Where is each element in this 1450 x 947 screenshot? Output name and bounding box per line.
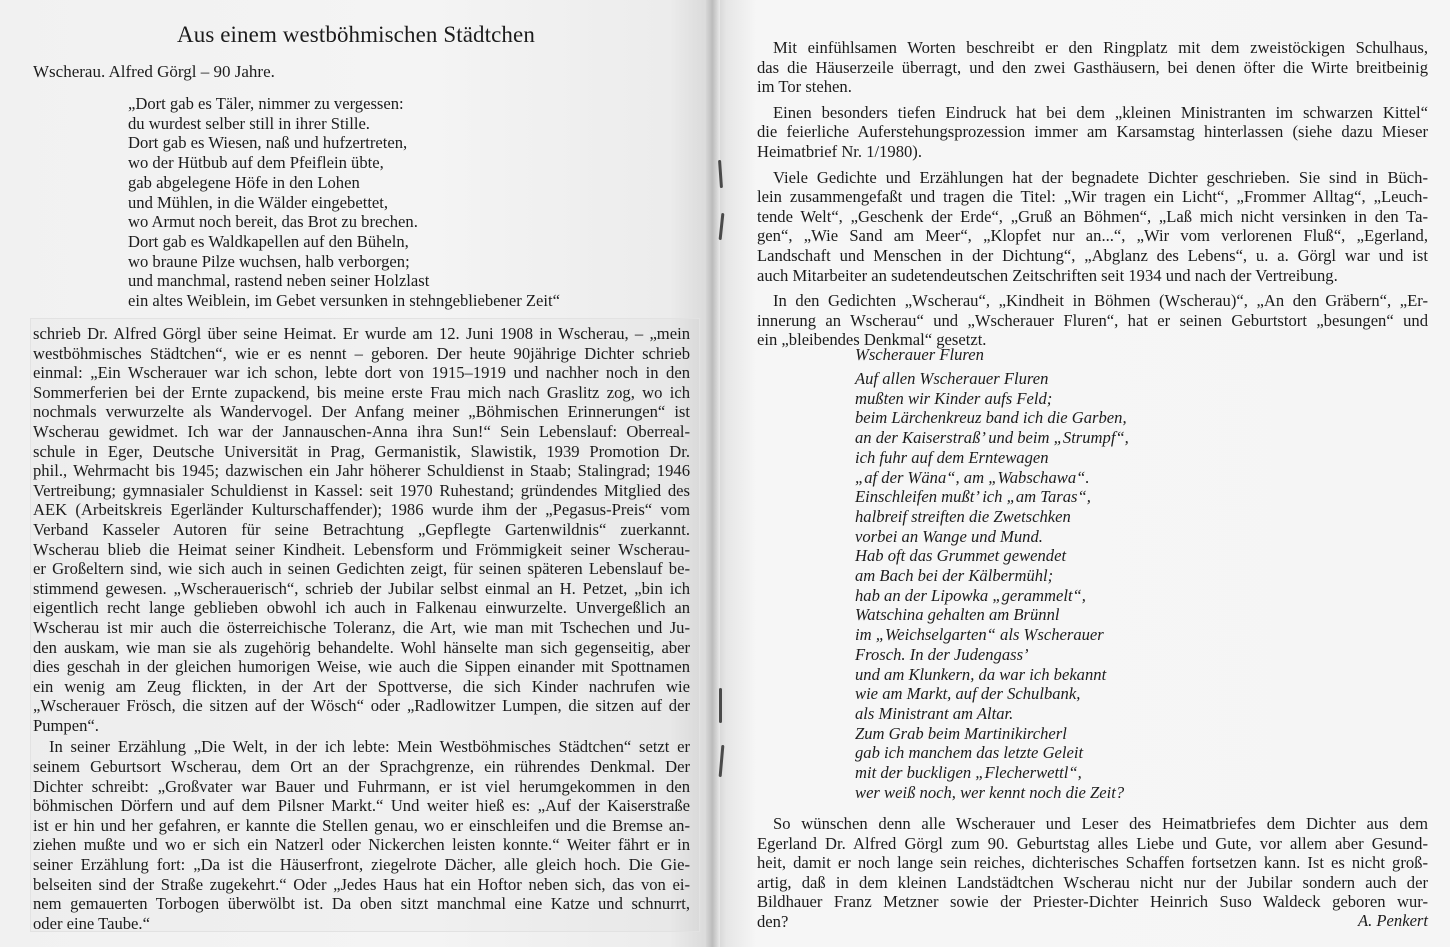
paragraph-line: AEK (Arbeitskreis Egerländer Kulturschaffender); 1986 wurde ihm der „Pegasus-Preis“ vom <box>33 500 690 520</box>
paragraph-line: einmal: „Ein Wscherauer war ich schon, lebte dort von 1915–1919 und nachher noch in den <box>33 363 690 383</box>
poem-line: hab an der Lipowka „gerammelt“, <box>855 585 1086 605</box>
paragraph-line: Heimatbrief Nr. 1/1980). <box>757 141 922 161</box>
poem-line: mußten wir Kinder aufs Feld; <box>855 388 1053 408</box>
paragraph-line: den auskam, wie man sie als zugehörig behandelte. Wohl hänselte man sich gegenseitig, aber <box>33 637 690 657</box>
paragraph-line: auch Mitarbeiter an sudetendeutschen Zeitschriften seit 1934 und nach der Vertreibung. <box>757 265 1338 285</box>
right-body-bottom <box>757 814 1428 932</box>
paragraph-line: Einen besonders tiefen Eindruck hat bei dem „kleinen Ministranten im schwarzen Kittel“ <box>773 102 1428 122</box>
paragraph-line: westböhmisches Städtchen“, wie er es nennt – geboren. Der heute 90jährige Dichter schrieb <box>33 343 690 363</box>
paragraph-line: er Großeltern sind, wie sich auch in seinen Gedichten zeigt, für seinen späteren Lebenslauf be- <box>33 559 690 579</box>
poem-line: halbreif streiften die Zwetschken <box>855 506 1071 526</box>
paragraph-line: ein wenig am Zeug flickten, in der Art der Spottverse, die sich Kinder nachrufen wie <box>33 676 690 696</box>
paragraph-line: Dichter schreibt: „Großvater war Bauer und Fuhrmann, er ist viel herumgekommen in den <box>33 776 690 796</box>
poem-line: als Ministrant am Altar. <box>855 703 1014 723</box>
left-page <box>0 0 712 947</box>
poem-line: Dort gab es Wiesen, naß und hufzertreten, <box>128 133 408 153</box>
paragraph-line: ein „bleibendes Denkmal“ gesetzt. <box>757 330 987 350</box>
poem-line: wer weiß noch, wer kennt noch die Zeit? <box>855 782 1125 802</box>
paragraph-line: Sommerferien bei der Ernte zupackend, bis meine erste Frau mich nach Graslitz zog, wo ich <box>33 382 690 402</box>
paragraph-line: heit, damit er noch lange sein reiches, dichterisches Schaffen fortsetzen kann. Ist es nicht groß- <box>757 853 1428 873</box>
paragraph-line: Egerland Dr. Alfred Görgl zum 90. Geburtstag alles Liebe und Gute, vor allem aber Gesund- <box>757 833 1428 853</box>
paragraph-line: böhmischen Dörfern und auf dem Pilsner Markt.“ Und weiter hieß es: „Auf der Kaiserstraße <box>33 796 690 816</box>
paragraph-line: tende Welt“, „Geschenk der Erde“, „Gruß an Böhmen“, „Laß mich nicht versinken in den Ta- <box>757 206 1428 226</box>
poem-line: wie am Markt, auf der Schulbank, <box>855 684 1081 704</box>
paragraph-line: oder eine Taube.“ <box>33 913 150 933</box>
poem-line: Auf allen Wscherauer Fluren <box>855 369 1049 388</box>
page-gutter <box>706 0 720 947</box>
left-body-text <box>33 324 690 933</box>
paragraph-line: belseiten sind der Straße zugekehrt.“ Oder „Jedes Haus hat ein Hoftor neben sich, das von ei- <box>33 874 690 894</box>
paragraph-line: dies geschah in der gleichen humorigen Weise, wie auch die Sippen einander mit Spottnamen <box>33 657 690 677</box>
paragraph-line: nem gemauerten Torbogen überwölbt ist. Da oben sitzt manchmal eine Katze und schnurrt, <box>33 894 690 914</box>
poem-line: an der Kaiserstraß’ und beim „Strumpf“, <box>855 428 1129 448</box>
paragraph-line: Bildhauer Franz Metzner sowie der Priester-Dichter Heinrich Suso Waldeck geboren wur- <box>757 892 1428 912</box>
poem-line: „af der Wäna“, am „Wabschawa“. <box>855 467 1090 487</box>
paragraph-line: die feierliche Auferstehungsprozession immer am Karsamstag hinterlassen (siehe dazu Mieser <box>757 122 1428 142</box>
article-subtitle: Wscherau. Alfred Görgl – 90 Jahre. <box>33 62 275 81</box>
paragraph-line: ziehen mußte und wo er sich ein Natzerl oder Nickerchen leisten konnte.“ Weiter fährt er in <box>33 835 690 855</box>
poem-line: du wurdest selber still in ihrer Stille. <box>128 113 370 133</box>
right-body-top <box>757 38 1428 350</box>
poem-title: Wscherauer Fluren <box>855 345 984 364</box>
paragraph-line: stimmend gewesen. „Wscherauerisch“, schrieb der Jubilar selbst einmal an H. Petzet, „bin ich <box>33 578 690 598</box>
paragraph-line: In den Gedichten „Wscherau“, „Kindheit in Böhmen (Wscherau)“, „An den Gräbern“, „Er- <box>773 291 1428 311</box>
paragraph-line: seiner Erzählung fort: „Da ist die Häuserfront, ziegelrote Dächer, alle gleich hoch. Die Gie- <box>33 855 690 875</box>
poem-line: Watschina gehalten am Brünnl <box>855 605 1060 625</box>
paragraph-line: Pumpen“. <box>33 715 99 735</box>
poem-line: Einschleifen mußt’ ich „am Taras“, <box>855 487 1091 507</box>
article-title: Aus einem westböhmischen Städtchen <box>177 22 535 47</box>
poem-line: gab ich manchem das letzte Geleit <box>855 743 1084 763</box>
paragraph-line: im Tor stehen. <box>757 77 852 97</box>
paragraph-line: Vertreibung; gymnasialer Schuldienst in Kassel: seit 1970 Ruhestand; gründendes Mitglied des <box>33 480 690 500</box>
paragraph-line: Viele Gedichte und Erzählungen hat der begnadete Dichter geschrieben. Sie sind in Büch- <box>773 167 1428 187</box>
poem-line: gab abgelegene Höfe in den Lohen <box>128 172 360 192</box>
paragraph-line: Mit einfühlsamen Worten beschreibt er den Ringplatz mit dem zweistöckigen Schulhaus, <box>773 38 1428 57</box>
poem-line: am Bach bei der Kälbermühl; <box>855 566 1054 586</box>
paragraph-line: Wscherau blieb die Heimat seiner Kindheit. Lebensform und Frömmigkeit seiner Wscherau- <box>33 539 690 559</box>
paragraph-line: Landschaft und Menschen in der Dichtung“, „Abglanz des Lebens“, u. a. Görgl war und ist <box>757 245 1428 265</box>
poem-line: ich fuhr auf dem Erntewagen <box>855 447 1049 467</box>
paragraph-line: In seiner Erzählung „Die Welt, in der ich lebte: Mein Westböhmisches Städtchen“ setzt er <box>49 737 690 757</box>
paragraph-line: phil., Wehrmacht bis 1945; dazwischen ein Jahr höherer Schuldienst in Staab; Stalingrad; 1946 <box>33 461 690 481</box>
poem-line: wo der Hütbub auf dem Pfeiflein übte, <box>128 153 384 173</box>
poem-line: und manchmal, rastend neben seiner Holzlast <box>128 271 430 291</box>
paragraph-line: eigentlich recht lange geblieben obwohl ich auch in Falkenau einwurzelte. Unvergeßlich an <box>33 598 690 618</box>
wscherauer-fluren-poem <box>855 369 1129 802</box>
poem-line: Frosch. In der Judengass’ <box>855 644 1029 664</box>
poem-line: vorbei an Wange und Mund. <box>855 526 1043 546</box>
poem-line: „Dort gab es Täler, nimmer zu vergessen: <box>128 94 404 113</box>
paragraph-line: schule in Eger, Deutsche Universität in Prag, Germanistik, Slawistik, 1939 Promotion Dr. <box>33 441 690 461</box>
poem-line: und Mühlen, in die Wälder eingebettet, <box>128 192 389 212</box>
paragraph-line: artig, daß in dem kleinen Landstädtchen Wscherau nicht nur der Jubilar sondern auch der <box>757 872 1428 892</box>
poem-line: ein altes Weiblein, im Gebet versunken in stehngebliebener Zeit“ <box>128 291 560 311</box>
poem-line: und am Klunkern, da war ich bekannt <box>855 664 1107 684</box>
paragraph-line: seinem Geburtsort Wscherau, dem Ort an der Sprachgrenze, ein rührendes Denkmal. Der <box>33 757 690 777</box>
paragraph-line: den? <box>757 911 789 931</box>
paragraph-line: innerung an Wscherau“ und „Wscherauer Fluren“, hat er seinen Geburtstort „besungen“ und <box>757 310 1428 330</box>
paragraph-line: So wünschen denn alle Wscherauer und Leser des Heimatbriefes dem Dichter aus dem <box>773 814 1428 833</box>
paragraph-line: lein zusammengefaßt und tragen die Titel: „Wir tragen ein Licht“, „Frommer Alltag“, „Leuch- <box>757 187 1428 207</box>
poem-line: wo braune Pilze wuchsen, halb verborgen; <box>128 251 410 271</box>
poem-line: im „Weichselgarten“ als Wscherauer <box>855 625 1104 645</box>
paragraph-line: Wscherau ist mir auch die österreichische Toleranz, die Art, wie man mit Tschechen und Ju- <box>33 617 690 637</box>
poem-line: Zum Grab beim Martinikircherl <box>855 723 1067 743</box>
opening-poem <box>128 94 560 311</box>
author-signature: A. Penkert <box>1357 911 1428 930</box>
poem-line: mit der buckligen „Flecherwettl“, <box>855 763 1082 783</box>
paragraph-line: das die Häuserzeile überragt, und den zwei Gasthäusern, bei denen öfter die Wirte breitbeinig <box>757 57 1428 77</box>
paragraph-line: Verband Kasseler Autoren für seine Betrachtung „Gepflegte Gartenwildnis“ zuerkannt. <box>33 519 690 539</box>
paragraph-line: Wscherau gewidmet. Ich war der Jannauschen-Anna ihra Sun!“ Sein Lebenslauf: Oberreal- <box>33 421 690 441</box>
poem-line: beim Lärchenkreuz band ich die Garben, <box>855 408 1127 428</box>
poem-line: Hab oft das Grummet gewendet <box>855 546 1067 566</box>
poem-line: wo Armut noch bereit, das Brot zu brechen. <box>128 212 418 232</box>
binding-stitch <box>719 688 722 723</box>
poem-line: Dort gab es Waldkapellen auf den Büheln, <box>128 231 409 251</box>
paragraph-line: ist er hin und her gefahren, er kannte die Stellen genau, wo er einschleifen und die Bremse an- <box>33 815 690 835</box>
paragraph-line: nochmals verwurzelte als Wandervogel. Der Anfang meiner „Böhmischen Erinnerungen“ ist <box>33 402 690 422</box>
paragraph-line: gen“, „Wie Sand am Meer“, „Klopfet nur an...“, „Wir vom verlorenen Fluß“, „Egerland, <box>757 226 1428 246</box>
paragraph-line: „Wscherauer Frösch, die sitzen auf der Wösch“ oder „Radlowitzer Lumpen, die sitzen auf der <box>33 696 690 716</box>
paragraph-line: schrieb Dr. Alfred Görgl über seine Heimat. Er wurde am 12. Juni 1908 in Wscherau, – „mein <box>33 324 690 343</box>
